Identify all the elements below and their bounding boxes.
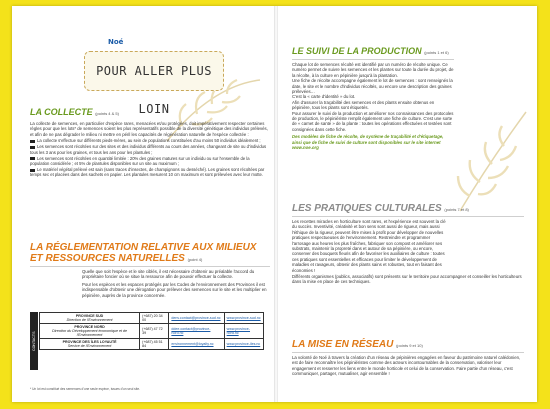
collecte-bullet: La collecte s'effectue sur différents pieds-mères, au sein de populations constituées d'au moins 50 individus idéalement ;: [30, 138, 270, 143]
contact-dept: Direction de l'Environnement: [66, 318, 113, 322]
contacts-tab: CONTACTS: [30, 312, 38, 370]
suivi-paragraph: Chaque lot de semences récolté est identifié par un numéro de récolte unique. Ce numéro permet de suivre les semences et les plantes sur toute la durée du projet, de la récolte, à la culture en pépinière jusqu'à la plantation.: [292, 62, 454, 78]
suivi-ref: (points 1 et 6): [424, 50, 449, 55]
section-reseau: [292, 339, 524, 377]
section-reglementation: [30, 242, 270, 298]
pratiques-title: LES PRATIQUES CULTURALES (points 7 et 8): [292, 203, 469, 214]
contact-name: PROVINCE NORD: [74, 325, 105, 329]
contact-web-link[interactable]: www.province-nord.nc: [226, 327, 251, 335]
suivi-paragraph: Afin d'assurer la traçabilité des semences et des plants ensuite obtenus en pépinière, tous les plants sont étiquetés.: [292, 99, 435, 111]
contact-name: PROVINCE DES ÎLES LOYAUTÉ: [62, 340, 117, 344]
divider: [292, 352, 524, 353]
pratiques-paragraph: Différents organismes (publics, associatifs) sont présents sur le territoire pour accompagner et conseiller les horticulteurs dans la mise en place de ces techniques.: [292, 274, 522, 285]
contact-tel: (+687) 45 51 84: [140, 339, 169, 350]
reglementation-paragraph: Quelle que soit l'espèce et le site ciblés, il est nécessaire d'obtenir au préalable l'accord du propriétaire foncier où se situe la ressource afin de pouvoir effectuer la collecte.: [82, 269, 255, 280]
page-banner: POUR ALLER PLUS LOIN: [84, 51, 224, 91]
contact-web-link[interactable]: www.province-sud.nc: [226, 316, 261, 320]
contact-email-link[interactable]: denv.contact@province-sud.nc: [171, 316, 221, 320]
collecte-bullet: Le matériel végétal prélevé est sain (sans traces d'insectes, de champignons ou desséché). Les graines sont récoltées par temps sec et placées dans des sachets en papier. Les plantules mesurent 10 cm maximum et sont prélevées avec leur motte.: [30, 167, 265, 178]
collecte-bullet: Les semences sont récoltées sur des sites et des individus différents au cours des années, changeant de site ou d'individus tous les 3 ans pour les graines, et tous les ans pour les plantules ;: [30, 144, 267, 155]
section-pratiques: [292, 203, 524, 285]
collecte-title: LA COLLECTE (points 4 & 5): [30, 107, 119, 117]
contact-row: [40, 339, 264, 350]
right-page: [292, 6, 524, 402]
contact-tel: (+687) 20 34 00: [140, 313, 169, 324]
reglementation-ref: (point 4): [187, 257, 203, 262]
collecte-intro: La collecte de semences, en particulier d'espèce rares, menacées et/ou protégées, doit impérativement respecter certaines règles pour que les lots* de semences soient les plus représentatifs possible de la diversité génétique des individus prélevés, et afin de ne pas dégrader le milieu ni mettre en péril les capacités de régénération naturelle de l'espèce collectée :: [30, 121, 268, 137]
section-collecte: [30, 107, 270, 178]
left-page: [30, 6, 270, 402]
contact-email-link[interactable]: ddee.contact@province-nord.nc: [171, 327, 211, 335]
suivi-paragraph: C'est la « carte d'identité » du lot.: [292, 94, 356, 100]
contact-email-link[interactable]: environnement@loyalty.nc: [171, 342, 214, 346]
suivi-note: Des modèles de fiche de récolte, de système de traçabilité et d'étiquetage, ainsi que de fiche de suivi de culture sont disponibles sur le site internet www.noe.org: [292, 134, 444, 151]
contacts-table: [39, 312, 264, 350]
pratiques-paragraph: Les recettes miracles en horticulture sont rares, et l'expérience est souvent la clé du succès. Inventivité, créativité et bon sens sont aussi de rigueur, mais aussi l'éthique de la rigueur, peuvent être mises à profit pour développer de nouvelles pratiques respectueuses de l'environnement. Restreindre et programmer l'arrosage aux heures les plus fraîches, fabriquer son compost et améliorer ses substrats, maintenir la propreté dans et autour de sa pépinière, ou encore, conserver des bouquets fleuris afin de favoriser les auxiliaires de culture : toutes ces pratiques sont essentielles et efficaces pour limiter le développement de maladies et ravageurs, obtenir des plants sains et robustes, tout en faisant des économies !: [292, 219, 446, 273]
contacts-table-wrap: [30, 312, 264, 350]
divider: [30, 266, 270, 267]
footnote: * Un lot est constitué des semences d'une seule espèce, issues d'un seul site.: [30, 387, 141, 391]
collecte-bullet: Les semences sont récoltées en quantité limitée : 20% des graines matures sur un individu ou sur l'ensemble de la population considérée ; et 5% de plantules disponibles sur un site au maximum ;: [30, 155, 250, 167]
contact-dept: Service de l'Environnement: [67, 344, 112, 348]
reseau-title: LA MISE EN RÉSEAU (points 9 et 10): [292, 339, 423, 350]
divider: [292, 59, 454, 60]
reseau-ref: (points 9 et 10): [396, 343, 423, 348]
suivi-paragraph: Pour assurer le suivi de la production et améliorer nos connaissances des protocoles de production, le pépiniériste remplit également une fiche de culture. C'est une sorte de « carnet de santé » de la plante : toutes les opérations effectuées et testées sont consignées dans cette fiche.: [292, 110, 454, 132]
pratiques-ref: (points 7 et 8): [444, 207, 469, 212]
reglementation-title: LA RÉGLEMENTATION RELATIVE AUX MILIEUX ET RESSOURCES NATURELLES (point 4): [30, 242, 257, 264]
contact-name: PROVINCE SUD: [75, 314, 104, 318]
contact-web-link[interactable]: www.province-iles.nc: [226, 342, 261, 346]
suivi-title: LE SUIVI DE LA PRODUCTION (points 1 et 6): [292, 46, 449, 56]
suivi-paragraph: Une fiche de récolte accompagne également le lot de semences : sont renseignés la date, le site et le nombre d'individus récoltés, ou encore une description des graines prélevées…: [292, 78, 453, 95]
reseau-paragraph: La volonté de Noé à travers la création d'un réseau de pépinières engagées en faveur du patrimoine naturel calédonien, est de faire reconnaître les pépiniéristes comme des acteurs incontournables de la conservation, valoriser leur engagement et resserrer les liens entre le monde horticole et celui de la conservation. Faire partie d'un réseau, c'est communiquer, partager, mutualiser, agir ensemble !: [292, 355, 521, 377]
page-gutter: [274, 6, 278, 402]
section-suivi: [292, 46, 454, 151]
contact-row: [40, 324, 264, 339]
noe-logo: Noé: [108, 38, 124, 46]
brochure-spread: [12, 6, 537, 402]
contact-dept: Direction du Développement économique et de l'Environnement: [52, 329, 128, 337]
collecte-ref: (points 4 & 5): [95, 111, 119, 116]
contact-row: [40, 313, 264, 324]
divider: [292, 216, 524, 217]
reglementation-paragraph: Pour les espèces et les espaces protégés par les Codes de l'environnement des Provinces il est indispensable d'obtenir une dérogation pour prélever des semences sur le site et les multiplier en pépinière, auprès de la province concernée.: [82, 281, 267, 298]
contact-tel: (+687) 47 72 39: [140, 324, 169, 339]
